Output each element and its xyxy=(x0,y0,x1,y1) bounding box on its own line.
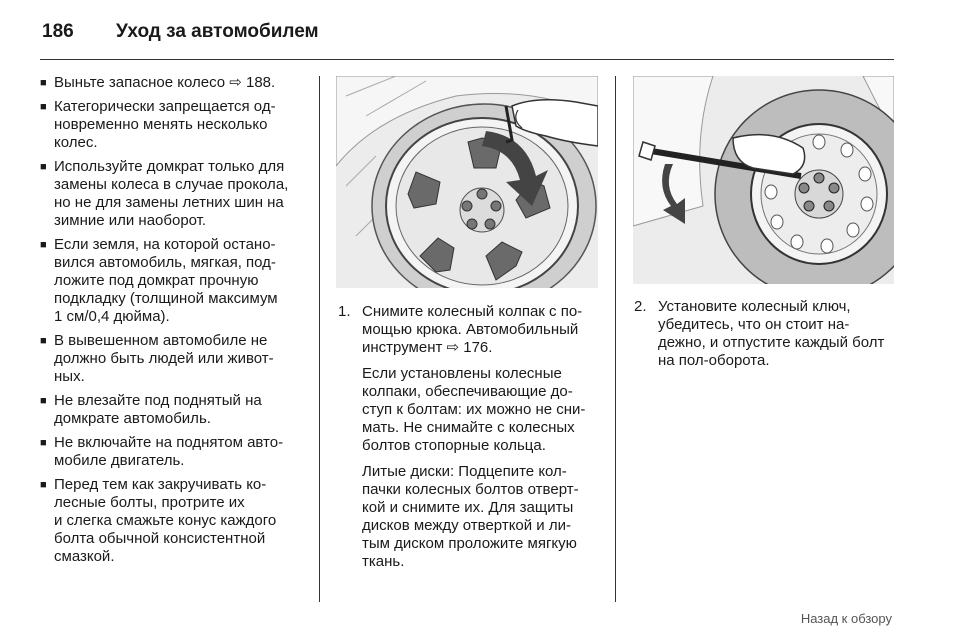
bullet-icon: ■ xyxy=(40,437,47,449)
list-item: ■ Не влезайте под поднятый на домкрате автомобиль. xyxy=(40,392,262,427)
step-2 xyxy=(634,298,896,378)
bullet-icon: ■ xyxy=(40,395,47,407)
list-item: ■ Категорически запрещается од- новременно менять несколько колес. xyxy=(40,98,276,151)
step-paragraph: Установите колесный ключ, убедитесь, что он стоит на- дежно, и отпустите каждый болт на пол-оборота. xyxy=(658,298,885,369)
header-divider xyxy=(40,59,894,60)
bullet-icon: ■ xyxy=(40,335,47,347)
step-number: 2. xyxy=(634,298,647,315)
column-divider-1 xyxy=(319,76,320,602)
list-item: ■ Используйте домкрат только для замены колеса в случае прокола, но не для замены летних шин на зимние или наоборот. xyxy=(40,158,289,229)
hubcap-removal-illustration xyxy=(336,76,598,288)
column-divider-2 xyxy=(615,76,616,602)
bullet-icon: ■ xyxy=(40,77,47,89)
step-1 xyxy=(338,303,606,579)
bullet-icon: ■ xyxy=(40,161,47,173)
wheel-wrench-illustration xyxy=(633,76,894,284)
bullet-icon: ■ xyxy=(40,479,47,491)
step-paragraph: Если установлены колесные колпаки, обеспечивающие до- ступ к болтам: их можно не сни- мать. Не снимайте с колесных болтов стопорные кольца. xyxy=(362,365,586,454)
list-item: ■ Не включайте на поднятом авто- мобиле двигатель. xyxy=(40,434,284,469)
safety-bullet-list xyxy=(40,74,308,572)
back-to-overview-link[interactable]: Назад к обзору xyxy=(800,611,892,626)
page-number: 186 xyxy=(42,21,74,42)
section-title: Уход за автомобилем xyxy=(116,21,319,42)
list-item: ■ Если земля, на которой остано- вился автомобиль, мягкая, под- ложите под домкрат прочную подкладку (толщиной максимум 1 см/0,4 дюйма). xyxy=(40,236,278,325)
step-paragraph: Снимите колесный колпак с по- мощью крюка. Автомобильный инструмент ⇨ 176. xyxy=(362,303,583,356)
bullet-icon: ■ xyxy=(40,239,47,251)
bullet-icon: ■ xyxy=(40,101,47,113)
list-item: ■ Перед тем как закручивать ко- лесные болты, протрите их и слегка смажьте конус каждого болта обычной консистентной смазкой. xyxy=(40,476,277,565)
list-item: ■ Выньте запасное колесо ⇨ 188. xyxy=(40,74,276,91)
list-item: ■ В вывешенном автомобиле не должно быть людей или живот- ных. xyxy=(40,332,274,385)
step-paragraph: Литые диски: Подцепите кол- пачки колесных болтов отверт- кой и снимите их. Для защиты дисков между отверткой и ли- тым диском проложите мягкую ткань. xyxy=(362,463,579,570)
step-number: 1. xyxy=(338,303,351,320)
